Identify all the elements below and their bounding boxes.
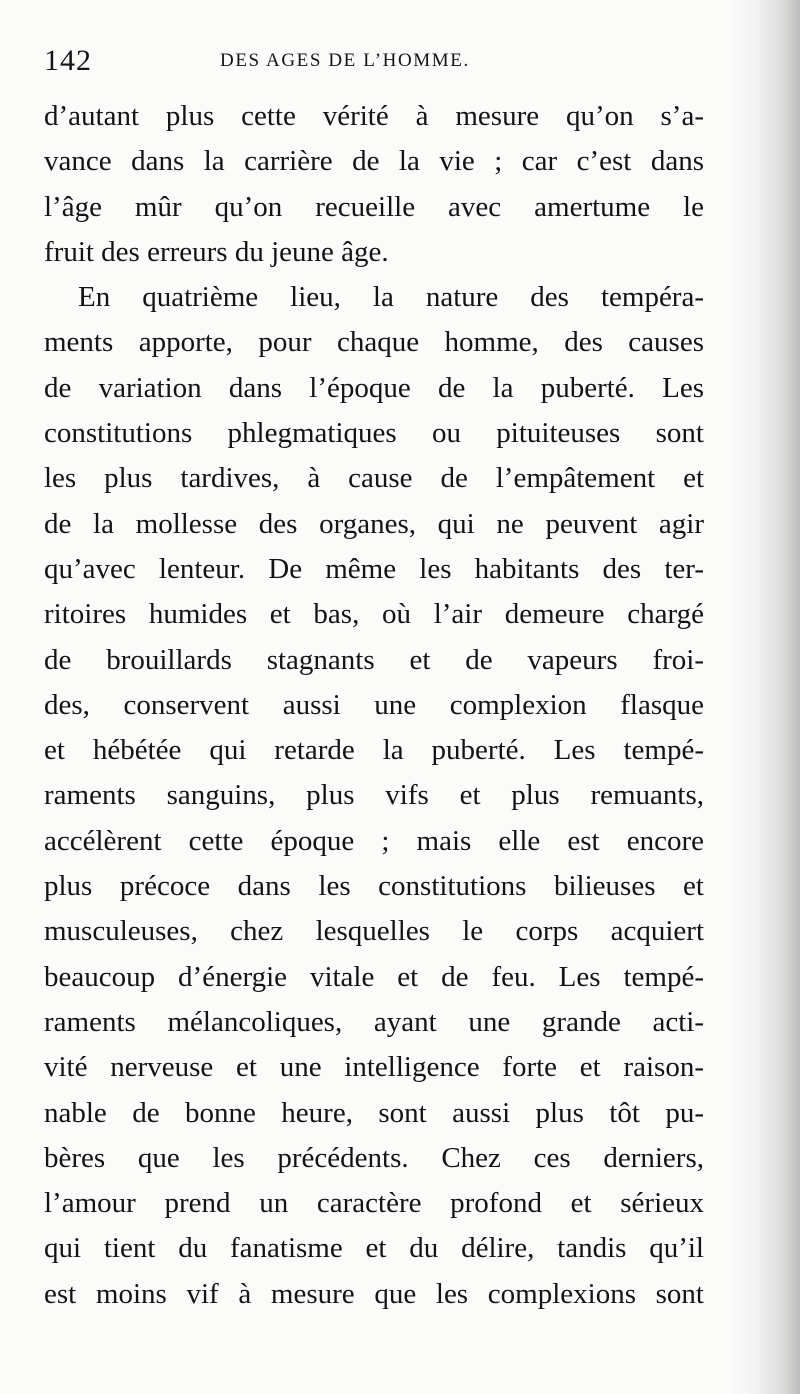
body-text	[44, 94, 704, 1317]
text-line: de la mollesse des organes, qui ne peuvent agir	[44, 507, 704, 540]
text-line: raments mélancoliques, ayant une grande acti-	[44, 1005, 704, 1038]
text-line: bères que les précédents. Chez ces derniers,	[44, 1141, 704, 1174]
text-line: ritoires humides et bas, où l’air demeure chargé	[44, 598, 704, 631]
text-line: de variation dans l’époque de la puberté. Les	[44, 371, 704, 404]
text-line: plus précoce dans les constitutions bilieuses et	[44, 870, 704, 903]
text-line: les plus tardives, à cause de l’empâtement et	[44, 462, 704, 495]
text-line: des, conservent aussi une complexion flasque	[44, 688, 704, 721]
text-line: accélèrent cette époque ; mais elle est encore	[44, 824, 704, 857]
text-line: vance dans la carrière de la vie ; car c’est dans	[44, 145, 704, 178]
text-line: de brouillards stagnants et de vapeurs froi-	[44, 643, 704, 676]
text-line: qu’avec lenteur. De même les habitants des ter-	[44, 552, 704, 585]
text-line: l’âge mûr qu’on recueille avec amertume le	[44, 190, 704, 223]
text-line: musculeuses, chez lesquelles le corps acquiert	[44, 915, 704, 948]
text-line: ments apporte, pour chaque homme, des causes	[44, 326, 704, 359]
text-line: d’autant plus cette vérité à mesure qu’on s’a-	[44, 100, 704, 132]
text-line: et hébétée qui retarde la puberté. Les tempé-	[44, 734, 704, 767]
text-line: vité nerveuse et une intelligence forte et raison-	[44, 1051, 704, 1084]
text-line: En quatrième lieu, la nature des tempéra-	[78, 281, 704, 314]
page-edge-shadow	[730, 0, 800, 1394]
page-header	[44, 44, 704, 84]
running-head: DES AGES DE L’HOMME.	[220, 50, 470, 71]
text-line: l’amour prend un caractère profond et sérieux	[44, 1187, 704, 1220]
text-line: fruit des erreurs du jeune âge.	[44, 235, 389, 268]
text-line: constitutions phlegmatiques ou pituiteuses sont	[44, 417, 704, 450]
text-line: raments sanguins, plus vifs et plus remuants,	[44, 779, 704, 812]
text-line: qui tient du fanatisme et du délire, tandis qu’il	[44, 1232, 704, 1265]
text-line: nable de bonne heure, sont aussi plus tôt pu-	[44, 1096, 704, 1129]
text-line: beaucoup d’énergie vitale et de feu. Les tempé-	[44, 960, 704, 993]
text-line: est moins vif à mesure que les complexions sont	[44, 1277, 704, 1310]
page-number: 142	[44, 44, 92, 77]
